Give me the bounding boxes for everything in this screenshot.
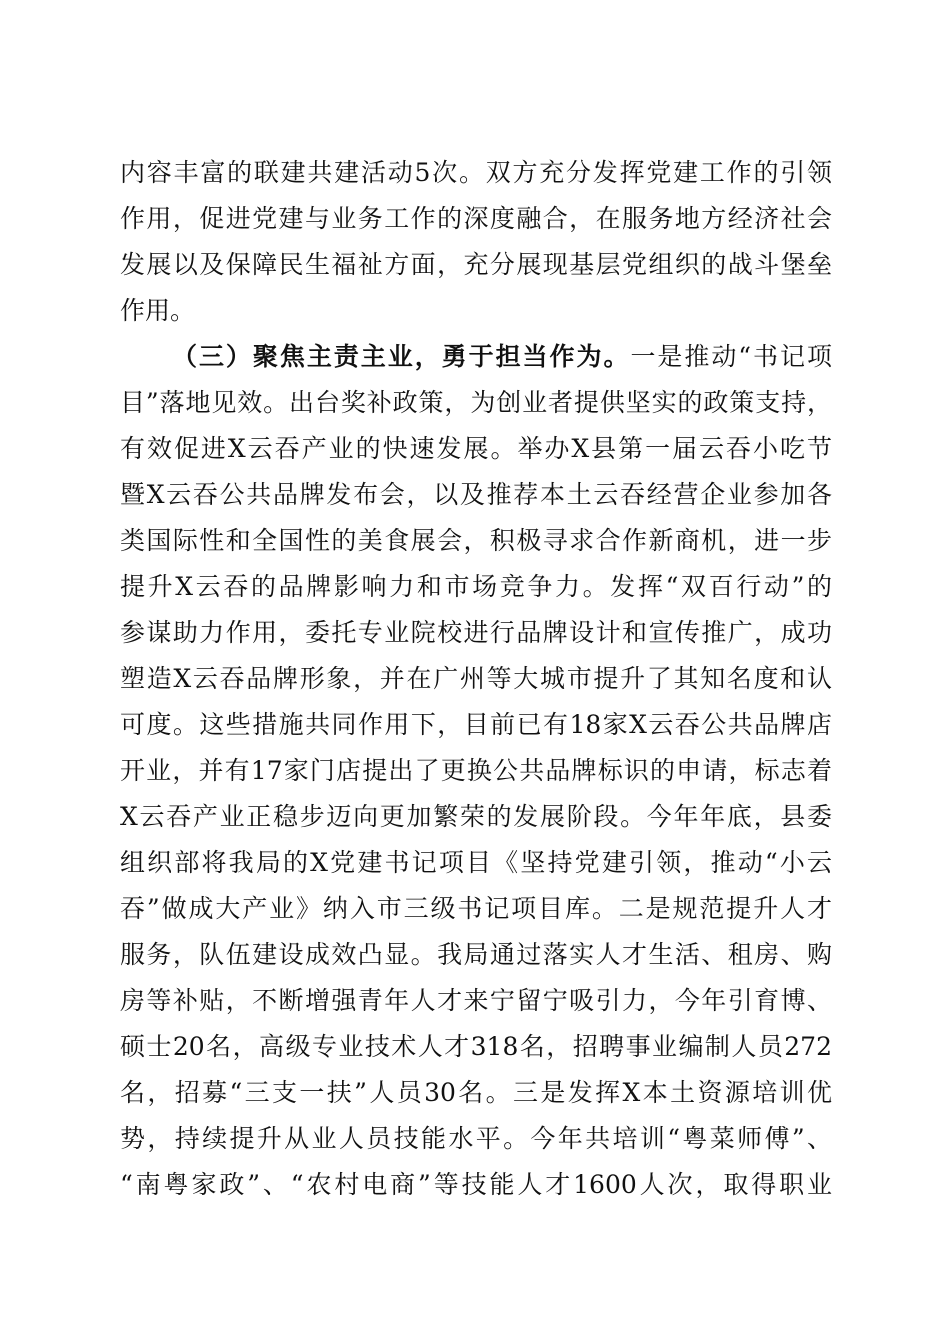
text-line: 名，招募“三支一扶”人员30名。三是发挥X本土资源培训优: [120, 1078, 832, 1107]
text-line: 可度。这些措施共同作用下，目前已有18家X云吞公共品牌店: [120, 710, 832, 739]
text-line: 塑造X云吞品牌形象，并在广州等大城市提升了其知名度和认: [120, 664, 832, 693]
text-line: 有效促进X云吞产业的快速发展。举办X县第一届云吞小吃节: [120, 434, 832, 463]
text-line: 开业，并有17家门店提出了更换公共品牌标识的申请，标志着: [120, 756, 832, 785]
text-line: “南粤家政”、“农村电商”等技能人才1600人次，取得职业: [120, 1170, 832, 1199]
section-text: 一是推动“书记项: [630, 342, 832, 371]
section-heading-line: [172, 334, 832, 380]
text-line: 内容丰富的联建共建活动5次。双方充分发挥党建工作的引领: [120, 158, 832, 187]
section-heading: （三）聚焦主责主业，勇于担当作为。: [172, 342, 631, 371]
text-line: 暨X云吞公共品牌发布会，以及推荐本土云吞经营企业参加各: [120, 480, 832, 509]
text-line: 作用，促进党建与业务工作的深度融合，在服务地方经济社会: [120, 204, 832, 233]
text-line: 类国际性和全国性的美食展会，积极寻求合作新商机，进一步: [120, 526, 832, 555]
text-line: 提升X云吞的品牌影响力和市场竞争力。发挥“双百行动”的: [120, 572, 832, 601]
text-line: 房等补贴，不断增强青年人才来宁留宁吸引力，今年引育博、: [120, 986, 832, 1015]
text-line: 目”落地见效。出台奖补政策，为创业者提供坚实的政策支持，: [120, 388, 832, 417]
text-line: 服务，队伍建设成效凸显。我局通过落实人才生活、租房、购: [120, 940, 832, 969]
text-line: 参谋助力作用，委托专业院校进行品牌设计和宣传推广，成功: [120, 618, 832, 647]
text-line: 作用。: [120, 296, 196, 325]
text-line: 势，持续提升从业人员技能水平。今年共培训“粤菜师傅”、: [120, 1124, 832, 1153]
text-line: 硕士20名，高级专业技术人才318名，招聘事业编制人员272: [120, 1032, 832, 1061]
text-line: X云吞产业正稳步迈向更加繁荣的发展阶段。今年年底，县委: [120, 802, 832, 831]
text-line: 吞”做成大产业》纳入市三级书记项目库。二是规范提升人才: [120, 894, 832, 923]
text-line: 发展以及保障民生福祉方面，充分展现基层党组织的战斗堡垒: [120, 250, 832, 279]
text-line: 组织部将我局的X党建书记项目《坚持党建引领，推动“小云: [120, 848, 832, 877]
